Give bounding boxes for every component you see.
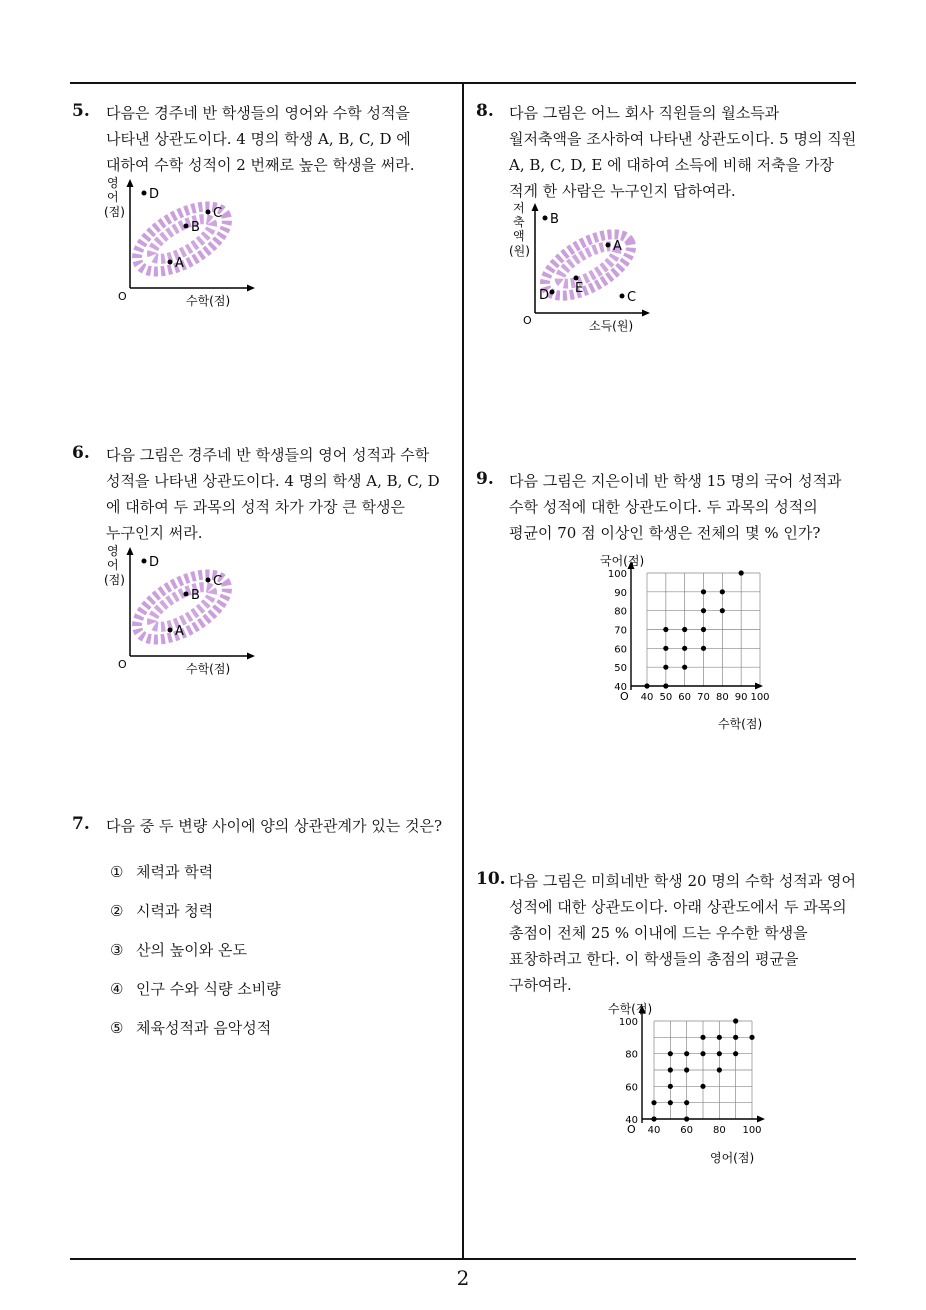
data-point <box>684 1067 689 1072</box>
choice-number: ⑤ <box>110 1019 124 1037</box>
correlation-diagram <box>100 540 280 689</box>
y-tick-label: 100 <box>618 1017 638 1028</box>
choice-text: 체력과 학력 <box>136 863 214 881</box>
question-text <box>509 100 856 204</box>
y-tick-label: 90 <box>614 587 627 599</box>
y-label: 영 <box>107 544 119 558</box>
point-label: A <box>175 624 184 639</box>
point-label: C <box>213 206 223 221</box>
y-label: 영 <box>107 176 119 190</box>
choice-text: 산의 높이와 온도 <box>136 941 247 959</box>
question-line: 표창하려고 한다. 이 학생들의 총점의 평균을 <box>509 950 799 968</box>
question-line: 적게 한 사람은 누구인지 답하여라. <box>509 182 736 200</box>
x-tick-label: 80 <box>715 692 729 703</box>
x-label: 소득(원) <box>589 319 634 333</box>
arrow-icon <box>532 203 539 211</box>
data-point <box>663 646 668 651</box>
choice-text: 인구 수와 식량 소비량 <box>136 980 281 998</box>
x-tick-label: 50 <box>659 692 673 703</box>
point-d <box>142 559 147 564</box>
data-point <box>682 665 687 670</box>
data-point <box>700 1035 705 1040</box>
choice-number: ④ <box>110 980 124 998</box>
x-axis-label: 수학(점) <box>718 717 763 731</box>
point-a <box>168 628 173 633</box>
origin-label: O <box>620 690 629 703</box>
data-point <box>684 1051 689 1056</box>
data-point <box>701 627 706 632</box>
y-label: (점) <box>104 205 125 219</box>
y-tick-label: 100 <box>607 569 627 580</box>
data-point <box>663 683 668 688</box>
question-number: 6. <box>72 443 90 463</box>
distribution-region <box>555 239 621 290</box>
arrow-icon <box>127 547 134 555</box>
choice-text: 시력과 청력 <box>136 902 214 920</box>
choice-number: ③ <box>110 941 124 959</box>
point-b <box>184 224 189 229</box>
point-label: B <box>191 220 200 235</box>
point-label: D <box>149 187 160 202</box>
data-point <box>668 1084 673 1089</box>
data-point <box>682 646 687 651</box>
data-point <box>644 683 649 688</box>
data-point <box>701 589 706 594</box>
point-label: B <box>191 588 200 603</box>
question-text <box>106 442 440 546</box>
question-number: 9. <box>476 469 494 489</box>
x-tick-label: 60 <box>680 1125 694 1136</box>
point-label: C <box>213 574 223 589</box>
distribution-region <box>535 222 640 308</box>
data-point <box>717 1051 722 1056</box>
question-line: 다음 중 두 변량 사이에 양의 상관관계가 있는 것은? <box>106 817 442 835</box>
y-axis-label: 국어(점) <box>600 554 645 568</box>
data-point <box>701 646 706 651</box>
data-point <box>733 1051 738 1056</box>
choice-3[interactable] <box>110 939 247 960</box>
data-point <box>700 1051 705 1056</box>
data-point <box>663 627 668 632</box>
scatter-chart-q10 <box>604 998 774 1174</box>
x-tick-label: 70 <box>697 692 710 703</box>
question-text <box>509 868 856 998</box>
question-line: 다음 그림은 미희네반 학생 20 명의 수학 성적과 영어 <box>509 872 857 890</box>
point-label: A <box>175 256 184 271</box>
point-a <box>606 243 611 248</box>
arrow-icon <box>755 683 763 690</box>
x-axis-label: 영어(점) <box>710 1151 755 1165</box>
choice-4[interactable] <box>110 978 281 999</box>
question-line: 누구인지 써라. <box>106 524 203 542</box>
x-label: 수학(점) <box>186 662 231 676</box>
data-point <box>668 1067 673 1072</box>
question-line: 구하여라. <box>509 976 572 994</box>
point-label: D <box>539 288 550 303</box>
data-point <box>720 589 725 594</box>
question-line: 나타낸 상관도이다. 4 명의 학생 A, B, C, D 에 <box>106 130 411 148</box>
data-point <box>720 608 725 613</box>
x-tick-label: 100 <box>742 1125 762 1136</box>
y-label: (점) <box>104 573 125 587</box>
point-d <box>142 191 147 196</box>
choice-number: ② <box>110 902 124 920</box>
y-label: 저 <box>513 201 525 215</box>
choice-1[interactable] <box>110 861 213 882</box>
data-point <box>684 1116 689 1121</box>
arrow-icon <box>247 653 255 660</box>
question-number: 8. <box>476 101 494 121</box>
y-tick-label: 60 <box>625 1082 638 1094</box>
y-tick-label: 40 <box>614 682 627 693</box>
data-point <box>701 608 706 613</box>
y-tick-label: 40 <box>625 1115 638 1126</box>
data-point <box>668 1100 673 1105</box>
y-label: (원) <box>509 244 530 258</box>
scatter-chart-q9 <box>590 548 780 742</box>
origin-label: O <box>118 290 127 303</box>
question-line: 수학 성적에 대한 상관도이다. 두 과목의 성적의 <box>509 498 818 516</box>
question-line: 다음 그림은 어느 회사 직원들의 월소득과 <box>509 104 780 122</box>
column-divider <box>462 82 464 1259</box>
choice-2[interactable] <box>110 900 213 921</box>
x-tick-label: 60 <box>678 692 692 703</box>
data-point <box>668 1051 673 1056</box>
arrow-icon <box>247 285 255 292</box>
question-line: 다음은 경주네 반 학생들의 영어와 수학 성적을 <box>106 104 410 122</box>
choice-text: 체육성적과 음악성적 <box>136 1019 272 1037</box>
question-line: 총점이 전체 25 % 이내에 드는 우수한 학생을 <box>509 924 808 942</box>
bottom-rule <box>70 1258 856 1260</box>
question-line: 에 대하여 두 과목의 성적 차가 가장 큰 학생은 <box>106 498 405 516</box>
choice-number: ① <box>110 863 124 881</box>
question-line: 성적을 나타낸 상관도이다. 4 명의 학생 A, B, C, D <box>106 472 440 490</box>
question-number: 10. <box>476 869 506 889</box>
data-point <box>682 627 687 632</box>
point-label: A <box>613 239 622 254</box>
x-tick-label: 40 <box>647 1125 661 1136</box>
question-line: 성적에 대한 상관도이다. 아래 상관도에서 두 과목의 <box>509 898 847 916</box>
y-tick-label: 50 <box>614 663 627 675</box>
data-point <box>739 570 744 575</box>
point-label: C <box>627 290 637 305</box>
x-tick-label: 100 <box>750 692 770 703</box>
question-text <box>509 468 842 546</box>
point-e <box>574 276 579 281</box>
page-number: 2 <box>456 1266 470 1290</box>
data-point <box>717 1035 722 1040</box>
choice-5[interactable] <box>110 1017 271 1038</box>
question-line: 다음 그림은 경주네 반 학생들의 영어 성적과 수학 <box>106 446 430 464</box>
point-d <box>550 290 555 295</box>
y-label: 축 <box>513 215 525 229</box>
correlation-diagram <box>100 172 280 321</box>
y-label: 어 <box>107 190 119 204</box>
question-number: 7. <box>72 814 90 834</box>
arrow-icon <box>127 179 134 187</box>
data-point <box>663 665 668 670</box>
origin-label: O <box>627 1123 636 1136</box>
arrow-icon <box>642 310 650 317</box>
data-point <box>733 1018 738 1023</box>
point-c <box>206 578 211 583</box>
point-label: E <box>575 281 584 296</box>
x-tick-label: 90 <box>734 692 748 703</box>
point-a <box>168 260 173 265</box>
data-point <box>733 1035 738 1040</box>
correlation-diagram <box>503 198 673 347</box>
y-tick-label: 70 <box>614 625 627 637</box>
y-axis-label: 수학(점) <box>608 1002 653 1016</box>
y-tick-label: 60 <box>614 644 627 656</box>
question-line: 대하여 수학 성적이 2 번째로 높은 학생을 써라. <box>106 156 415 174</box>
question-line: 다음 그림은 지은이네 반 학생 15 명의 국어 성적과 <box>509 472 842 490</box>
y-label: 액 <box>513 229 525 243</box>
point-label: D <box>149 555 160 570</box>
data-point <box>651 1100 656 1105</box>
data-point <box>749 1035 754 1040</box>
y-tick-label: 80 <box>614 606 627 618</box>
data-point <box>700 1084 705 1089</box>
x-label: 수학(점) <box>186 294 231 308</box>
x-tick-label: 40 <box>640 692 654 703</box>
question-text <box>106 813 442 839</box>
question-line: A, B, C, D, E 에 대하여 소득에 비해 저축을 가장 <box>509 156 834 174</box>
question-line: 평균이 70 점 이상인 학생은 전체의 몇 % 인가? <box>509 524 821 542</box>
question-text <box>106 100 415 178</box>
point-b <box>543 216 548 221</box>
point-c <box>620 294 625 299</box>
point-b <box>184 592 189 597</box>
data-point <box>717 1067 722 1072</box>
arrow-icon <box>757 1116 765 1123</box>
point-label: B <box>550 212 559 227</box>
origin-label: O <box>118 658 127 671</box>
x-tick-label: 80 <box>712 1125 726 1136</box>
data-point <box>651 1116 656 1121</box>
y-label: 어 <box>107 558 119 572</box>
data-point <box>684 1100 689 1105</box>
origin-label: O <box>523 314 532 327</box>
point-c <box>206 210 211 215</box>
y-tick-label: 80 <box>625 1049 638 1061</box>
question-line: 월저축액을 조사하여 나타낸 상관도이다. 5 명의 직원 <box>509 130 857 148</box>
question-number: 5. <box>72 101 90 121</box>
